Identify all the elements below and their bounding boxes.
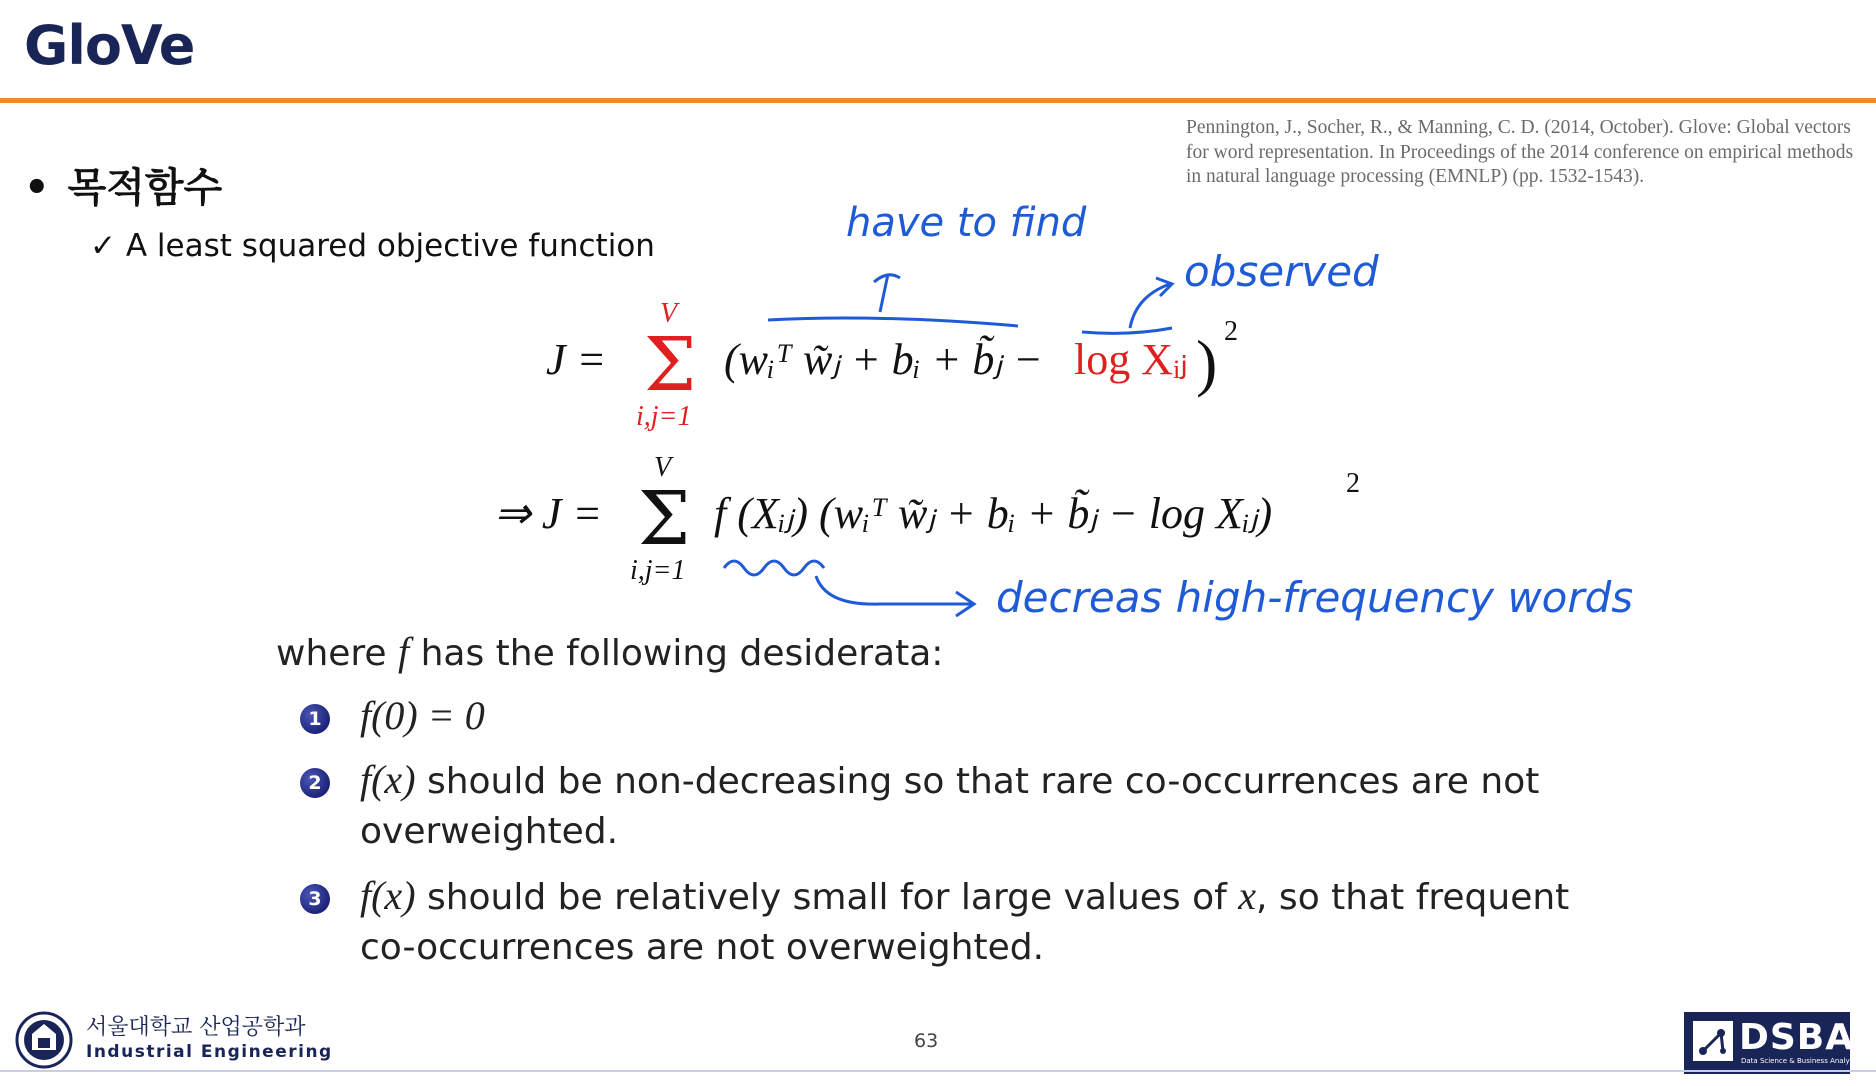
desideratum-3-text: should be relatively small for large values of [415,877,1239,918]
eq2-sum-bottom: i,j=1 [630,555,686,586]
dsba-logo [1684,1012,1862,1074]
annotation-observed: observed [1184,247,1379,296]
desideratum-3-text2: , so that frequent [1256,877,1570,918]
overbrace-stroke [768,318,1018,326]
page-number: 63 [914,1030,939,1052]
desideratum-1-formula: f(0) = 0 [360,693,485,738]
department-name: Industrial Engineering [86,1042,333,1062]
where-f: f [398,629,410,674]
eq1-close: ) [1196,327,1218,398]
snu-emblem-icon [14,1010,74,1070]
slide-title: GloVe [24,14,195,77]
footer-rule [0,1070,1876,1072]
where-prefix: where [276,633,399,674]
arrow-observed-icon [1130,278,1172,328]
eq1-sum-sign: Σ [644,322,697,408]
dsba-logo-text: DSBA [1739,1017,1855,1058]
bullet-dot: • [24,165,50,211]
eq1-sum-bottom: i,j=1 [636,401,692,432]
desideratum-2-text: should be non-decreasing so that rare co-occurrences are not [415,761,1540,802]
desideratum-3-cont: co-occurrences are not overweighted. [360,927,1045,968]
eq1-log: log Xᵢⱼ [1074,335,1188,384]
annotation-have-to-find: have to find [846,200,1087,246]
squiggle-under-f [724,561,824,575]
bullet-label: 목적함수 [67,165,223,211]
title-underline [0,98,1876,103]
number-badge-1: 1 [300,704,330,734]
university-name: 서울대학교 산업공학과 [86,1015,306,1040]
eq1-exponent: 2 [1224,316,1238,347]
citation-text: Pennington, J., Socher, R., & Manning, C. D. (2014, October). Glove: Global vectors for word representation. In Proceedings of the 2014 conference on empirical methods in natural language processing (EMNLP) (pp. 1532-1543). [1186,117,1854,187]
eq2-exponent: 2 [1346,468,1360,499]
where-line [276,628,943,675]
underline-observed [1082,328,1172,333]
desideratum-2-formula: f(x) [360,757,416,802]
eq2-lhs: ⇒ J = [494,489,603,538]
desideratum-3-formula: f(x) [360,873,416,918]
eq2-sum-sign: Σ [638,476,691,562]
annotation-decrease: decreas high-frequency words [996,573,1634,622]
checkmark-icon: ✓ [90,228,116,264]
dsba-logo-subtext: Data Science & Business Analytics [1741,1057,1862,1065]
number-badge-2: 2 [300,768,330,798]
desideratum-3-x: x [1238,873,1257,918]
arrow-up-icon [874,274,900,312]
check-item-label: A least squared objective function [125,228,655,264]
number-badge-3: 3 [300,884,330,914]
desideratum-2-cont: overweighted. [360,811,619,852]
check-item [90,228,655,264]
eq1-sum-top: V [660,298,678,329]
arrow-right-icon [816,576,974,616]
eq2-sum-top: V [654,452,672,483]
where-suffix: has the following desiderata: [409,633,944,674]
network-icon [1691,1019,1735,1063]
eq2-body: f (Xᵢⱼ) (wᵢᵀ w̃ⱼ + bᵢ + b̃ⱼ − log Xᵢⱼ) [714,489,1273,538]
bullet-objective [24,156,222,213]
eq1-lhs: J = [546,335,607,384]
eq1-body: (wᵢᵀ w̃ⱼ + bᵢ + b̃ⱼ − [724,335,1043,384]
